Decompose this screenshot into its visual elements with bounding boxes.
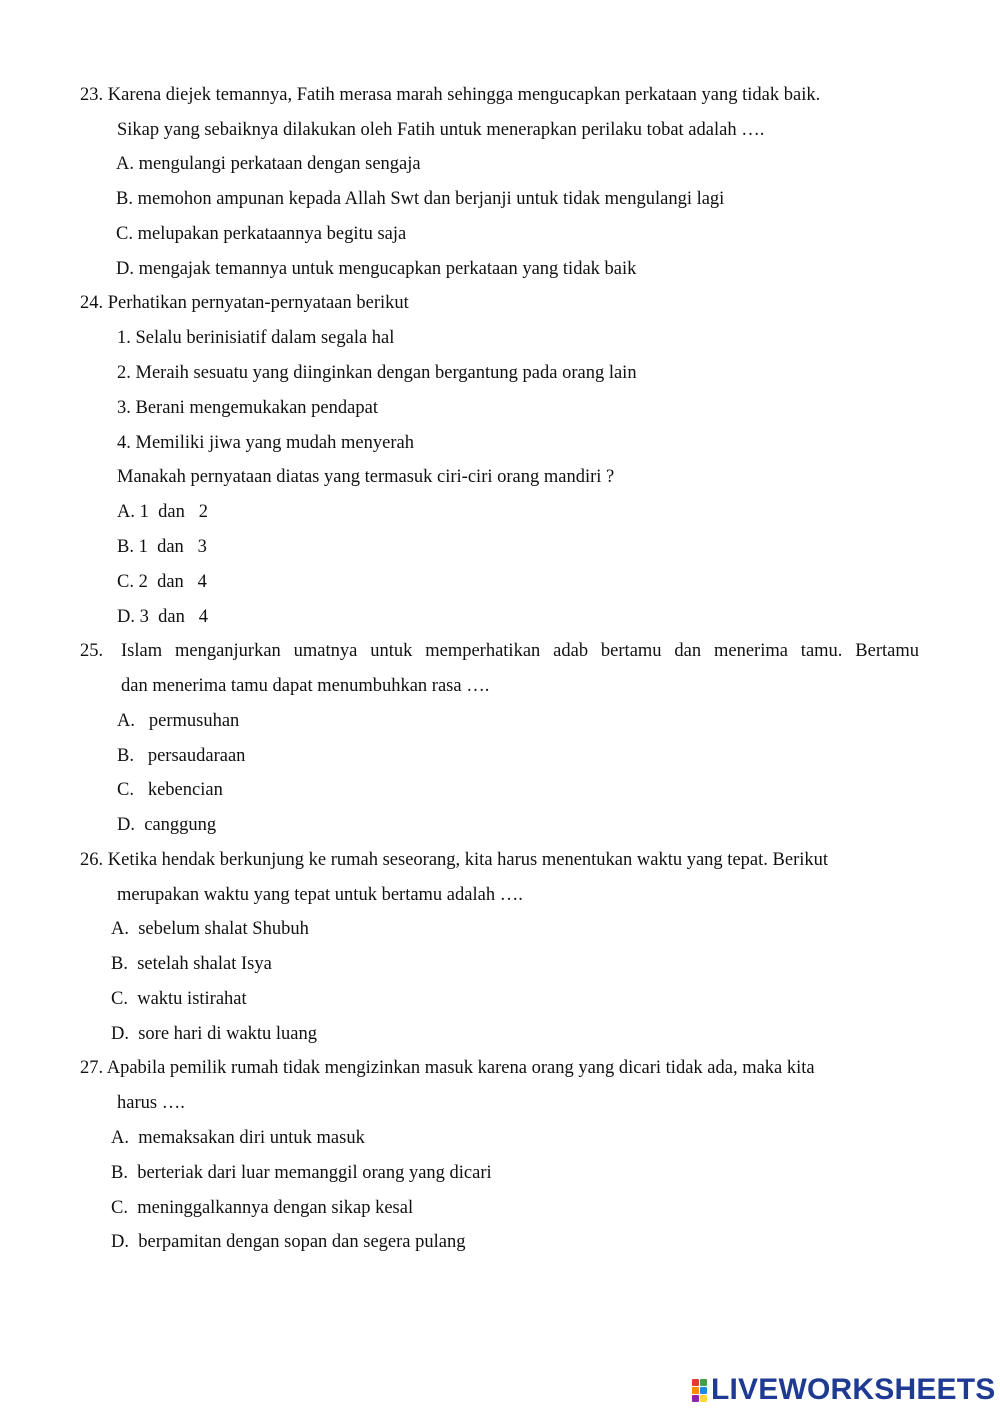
q23-option-c: C. melupakan perkataannya begitu saja [116, 224, 407, 244]
liveworksheets-wordmark: LIVEWORKSHEETS [711, 1373, 996, 1406]
q24-statement-3: 3. Berani mengemukakan pendapat [117, 398, 378, 418]
grid-cell [700, 1379, 707, 1386]
q25-option-b: B. persaudaraan [117, 746, 246, 766]
q25-option-a: A. permusuhan [117, 711, 240, 731]
grid-cell [692, 1395, 699, 1402]
q23-stem-line2: Sikap yang sebaiknya dilakukan oleh Fatih untuk menerapkan perilaku tobat adalah …. [117, 120, 765, 140]
q24-option-a: A. 1 dan 2 [117, 502, 208, 522]
q23-stem-line1: 23. Karena diejek temannya, Fatih merasa marah sehingga mengucapkan perkataan yang tidak baik. [80, 85, 821, 105]
q27-option-b: B. berteriak dari luar memanggil orang yang dicari [111, 1163, 492, 1183]
liveworksheets-logo[interactable] [692, 1375, 996, 1405]
q27-option-d: D. berpamitan dengan sopan dan segera pulang [111, 1232, 466, 1252]
q23-option-b: B. memohon ampunan kepada Allah Swt dan berjanji untuk tidak mengulangi lagi [116, 189, 725, 209]
grid-cell [700, 1395, 707, 1402]
q25-number: 25. [80, 641, 104, 661]
q27-stem-line2: harus …. [117, 1093, 185, 1113]
q26-stem-line2: merupakan waktu yang tepat untuk bertamu adalah …. [117, 885, 523, 905]
q24-question: Manakah pernyataan diatas yang termasuk ciri-ciri orang mandiri ? [117, 467, 615, 487]
q24-statement-1: 1. Selalu berinisiatif dalam segala hal [117, 328, 395, 348]
q26-option-c: C. waktu istirahat [111, 989, 247, 1009]
q27-stem-line1: 27. Apabila pemilik rumah tidak mengizinkan masuk karena orang yang dicari tidak ada, maka kita [80, 1058, 815, 1078]
liveworksheets-grid-icon [692, 1379, 707, 1402]
q26-option-b: B. setelah shalat Isya [111, 954, 272, 974]
q27-option-a: A. memaksakan diri untuk masuk [111, 1128, 365, 1148]
q26-option-d: D. sore hari di waktu luang [111, 1024, 318, 1044]
q25-option-c: C. kebencian [117, 780, 223, 800]
q27-option-c: C. meninggalkannya dengan sikap kesal [111, 1198, 414, 1218]
q25-option-d: D. canggung [117, 815, 217, 835]
grid-cell [692, 1387, 699, 1394]
grid-cell [692, 1379, 699, 1386]
grid-cell [700, 1387, 707, 1394]
q26-stem-line1: 26. Ketika hendak berkunjung ke rumah seseorang, kita harus menentukan waktu yang tepat. Berikut [80, 850, 829, 870]
q25-stem-line2: dan menerima tamu dapat menumbuhkan rasa …. [121, 676, 490, 696]
q25-stem-line1: Islam menganjurkan umatnya untuk memperhatikan adab bertamu dan menerima tamu. Bertamu [121, 641, 919, 661]
q24-stem: 24. Perhatikan pernyatan-pernyataan berikut [80, 293, 409, 313]
q24-option-d: D. 3 dan 4 [117, 607, 208, 627]
q23-option-d: D. mengajak temannya untuk mengucapkan perkataan yang tidak baik [116, 259, 637, 279]
q24-statement-2: 2. Meraih sesuatu yang diinginkan dengan bergantung pada orang lain [117, 363, 637, 383]
q24-option-b: B. 1 dan 3 [117, 537, 207, 557]
q23-option-a: A. mengulangi perkataan dengan sengaja [116, 154, 421, 174]
q24-statement-4: 4. Memiliki jiwa yang mudah menyerah [117, 433, 414, 453]
q24-option-c: C. 2 dan 4 [117, 572, 207, 592]
q26-option-a: A. sebelum shalat Shubuh [111, 919, 309, 939]
